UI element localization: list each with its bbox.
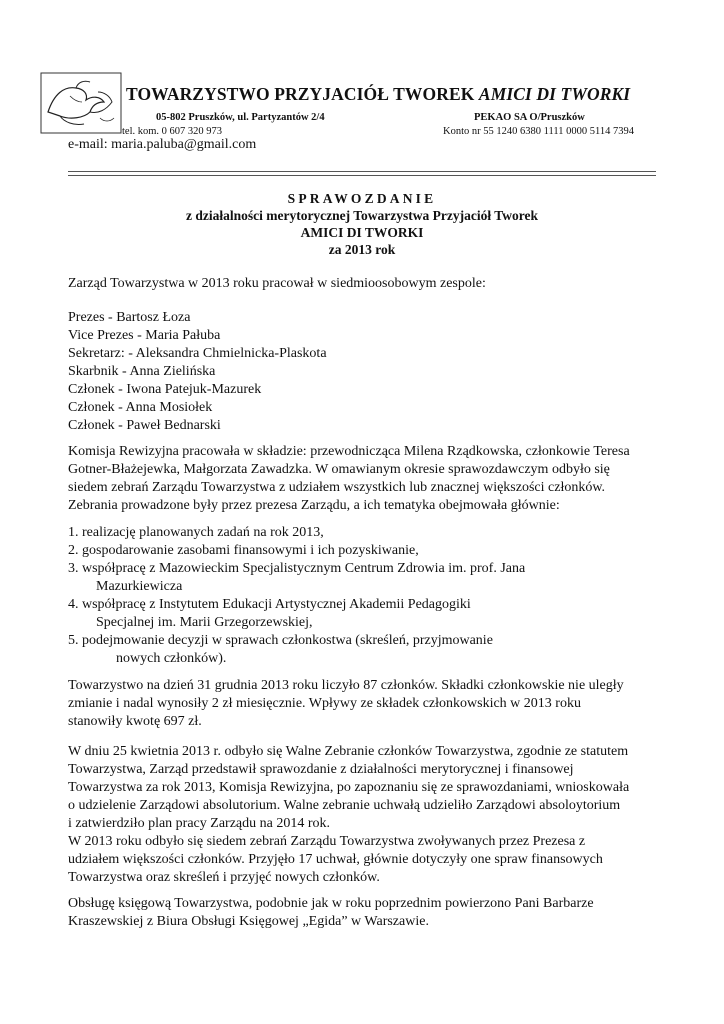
topic-item-continuation: nowych członków). (116, 651, 227, 666)
topic-item: 4. współpracę z Instytutem Edukacji Artystycznej Akademii Pedagogiki (68, 597, 471, 612)
text-line: Komisja Rewizyjna pracowała w składzie: przewodnicząca Milena Rządkowska, członkowie Teresa (68, 444, 630, 459)
topic-item: 3. współpracę z Mazowieckim Specjalistycznym Centrum Zdrowia im. prof. Jana (68, 561, 526, 576)
org-name-italic: AMICI DI TWORKI (478, 84, 631, 104)
topic-item: 5. podejmowanie decyzji w sprawach członkostwa (skreśleń, przyjmowanie (68, 633, 493, 648)
report-title: SPRAWOZDANIE (287, 191, 437, 206)
account-number: Konto nr 55 1240 6380 1111 0000 5114 7394 (443, 126, 634, 137)
topic-item: 2. gospodarowanie zasobami finansowymi i ich pozyskiwanie, (68, 543, 419, 558)
text-line: W 2013 roku odbyło się siedem zebrań Zarządu Towarzystwa zwoływanych przez Prezesa z (68, 834, 586, 849)
hands-logo-icon (40, 72, 122, 134)
board-member: Sekretarz: - Aleksandra Chmielnicka-Plaskota (68, 346, 327, 361)
text-line: Gotner-Błażejewka, Małgorzata Zawadzka. W omawianym okresie sprawozdawczym odbyło się (68, 462, 610, 477)
text-line: siedem zebrań Zarządu Towarzystwa z udziałem wszystkich lub znacznej większości członków. (68, 480, 606, 495)
board-member: Członek - Paweł Bednarski (68, 418, 221, 433)
text-line: Obsługę księgową Towarzystwa, podobnie jak w roku poprzednim powierzono Pani Barbarze (68, 896, 594, 911)
board-member: Członek - Iwona Patejuk-Mazurek (68, 382, 262, 397)
intro-line: Zarząd Towarzystwa w 2013 roku pracował w siedmioosobowym zespole: (68, 276, 486, 291)
org-address: 05-802 Pruszków, ul. Partyzantów 2/4 (156, 112, 325, 123)
text-line: Towarzystwo na dzień 31 grudnia 2013 roku liczyło 87 członków. Składki członkowskie nie uległy (68, 678, 624, 693)
topics-list (68, 524, 668, 668)
report-year: za 2013 rok (328, 242, 396, 257)
text-line: Kraszewskiej z Biura Obsługi Księgowej „Egida” w Warszawie. (68, 914, 429, 929)
text-line: Towarzystwa oraz skreśleń i przyjęć nowych członków. (68, 870, 380, 885)
text-line: Towarzystwa za rok 2013, Komisja Rewizyjna, po zapoznaniu się ze sprawozdaniami, wnioskowała (68, 780, 630, 795)
org-name (126, 84, 630, 105)
email-address: e-mail: maria.paluba@gmail.com (68, 137, 257, 152)
text-line: zmianie i nadal wynosiły 2 zł miesięcznie. Wpływy ze składek członkowskich w 2013 roku (68, 696, 581, 711)
topic-item-continuation: Specjalnej im. Marii Grzegorzewskiej, (96, 615, 313, 630)
board-member: Vice Prezes - Maria Pałuba (68, 328, 221, 343)
text-line: Towarzystwa, Zarząd przedstawił sprawozdanie z działalności merytorycznej i finansowej (68, 762, 574, 777)
komisja-paragraph (68, 443, 668, 515)
phone-number: tel. kom. 0 607 320 973 (122, 126, 223, 137)
intro-paragraph (68, 275, 668, 293)
text-line: i zatwierdziło plan pracy Zarządu na 2014 rok. (68, 816, 331, 831)
accounting-paragraph (68, 895, 668, 931)
text-line: udziałem większości członków. Przyjęło 17 uchwał, głównie dotyczyły one spraw finansowych (68, 852, 603, 867)
topic-item-continuation: Mazurkiewicza (96, 579, 183, 594)
bank-name: PEKAO SA O/Pruszków (474, 112, 585, 123)
text-line: o udzielenie Zarządowi absolutorium. Walne zebranie uchwałą udzieliło Zarządowi absoloytorium (68, 798, 621, 813)
membership-paragraph (68, 677, 668, 731)
text-line: W dniu 25 kwietnia 2013 r. odbyło się Walne Zebranie członków Towarzystwa, zgodnie ze statutem (68, 744, 629, 759)
header-divider-bottom (68, 175, 656, 176)
board-member: Prezes - Bartosz Łoza (68, 310, 191, 325)
meeting-paragraph (68, 743, 668, 887)
board-member: Skarbnik - Anna Zielińska (68, 364, 216, 379)
board-list (68, 309, 668, 435)
org-name-main: TOWARZYSTWO PRZYJACIÓŁ TWOREK (126, 84, 475, 104)
report-subtitle: z działalności merytorycznej Towarzystwa Przyjaciół Tworek (185, 208, 539, 223)
topic-item: 1. realizację planowanych zadań na rok 2013, (68, 525, 324, 540)
text-line: Zebrania prowadzone były przez prezesa Zarządu, a ich tematyka obejmowała głównie: (68, 498, 560, 513)
text-line: stanowiły kwotę 697 zł. (68, 714, 202, 729)
board-member: Członek - Anna Mosiołek (68, 400, 213, 415)
report-org: AMICI DI TWORKI (300, 225, 424, 240)
header-divider-top (68, 171, 656, 172)
